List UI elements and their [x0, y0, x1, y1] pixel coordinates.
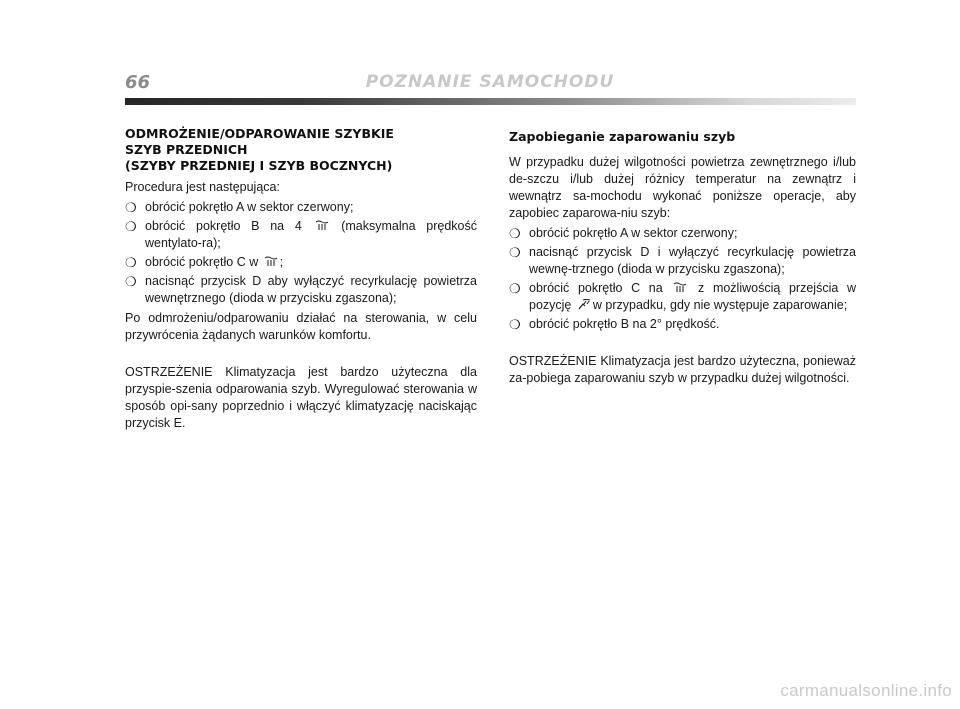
step-text: obrócić pokrętło A w sektor czerwony;: [529, 226, 738, 240]
step-text: obrócić pokrętło A w sektor czerwony;: [145, 200, 354, 214]
antifog-intro: W przypadku dużej wilgotności powietrza zewnętrznego i/lub de-szczu i/lub dużej różnicy temperatur na zewnątrz i wewnątrz sa-mochodu wykonać poniższe operacje, aby zapobiec zaparowa-niu szyb:: [509, 155, 856, 220]
defrost-steps: [125, 199, 477, 307]
bullet-icon: ❍: [125, 274, 137, 289]
section-title: POZNANIE SAMOCHODU: [365, 72, 615, 92]
warning-text: OSTRZEŻENIE Klimatyzacja jest bardzo użyteczna, ponieważ za-pobiega zaparowaniu szyb w przypadku dużej wilgotności.: [509, 354, 856, 385]
heading-line: ODMROŻENIE/ODPAROWANIE SZYBKIE: [125, 126, 394, 141]
left-column: [125, 126, 477, 435]
spacer: [509, 336, 856, 353]
list-item: [125, 218, 477, 252]
right-column: [509, 126, 856, 390]
list-item: [509, 316, 856, 333]
step-text: obrócić pokrętło C na: [529, 281, 663, 295]
procedure-intro: Procedura jest następująca:: [125, 180, 280, 194]
bullet-icon: ❍: [509, 245, 521, 260]
bullet-icon: ❍: [509, 226, 521, 241]
step-text-after: (maksymalna prędkość wentylato-ra);: [145, 219, 477, 250]
list-item: [509, 244, 856, 278]
step-text: nacisnąć przycisk D aby wyłączyć recyrkulację powietrza wewnętrznego (dioda w przycisku zgaszona);: [145, 274, 477, 305]
bullet-icon: ❍: [125, 255, 137, 270]
list-item: [509, 280, 856, 314]
defrost-fan-icon: [315, 220, 329, 231]
list-item: [125, 199, 477, 216]
windscreen-feet-icon: [577, 299, 591, 310]
heading-line: (SZYBY PRZEDNIEJ I SZYB BOCZNYCH): [125, 158, 393, 173]
bullet-icon: ❍: [509, 281, 521, 296]
defrost-heading: [125, 126, 477, 174]
step-text-mid: z możliwością przejścia w pozycję: [529, 281, 856, 312]
header-rule: [125, 98, 856, 105]
list-item: [509, 225, 856, 242]
step-text-after: w przypadku, gdy nie występuje zaparowanie;: [592, 298, 848, 312]
bullet-icon: ❍: [509, 317, 521, 332]
antifog-steps: [509, 225, 856, 333]
step-text: obrócić pokrętło B na 2° prędkość.: [529, 317, 720, 331]
bullet-icon: ❍: [125, 219, 137, 234]
windscreen-defrost-icon: [264, 256, 278, 267]
bullet-icon: ❍: [125, 200, 137, 215]
spacer: [125, 347, 477, 364]
antifog-heading: Zapobieganie zaparowaniu szyb: [509, 129, 736, 144]
list-item: [125, 273, 477, 307]
watermark: carmanualsonline.info: [780, 681, 952, 700]
step-text: obrócić pokrętło C w: [145, 255, 259, 269]
step-text: obrócić pokrętło B na 4: [145, 219, 302, 233]
after-defrost-text: Po odmrożeniu/odparowaniu działać na sterowania, w celu przywrócenia żądanych warunków komfortu.: [125, 311, 477, 342]
page-number: 66: [125, 72, 151, 93]
step-text: nacisnąć przycisk D i wyłączyć recyrkulację powietrza wewnę-trznego (dioda w przycisku zgaszona);: [529, 245, 856, 276]
step-text-after: ;: [279, 255, 284, 269]
warning-text: OSTRZEŻENIE Klimatyzacja jest bardzo użyteczna dla przyspie-szenia odparowania szyb. Wyregulować sterowania w sposób opi-sany poprzednio i włączyć klimatyzację naciskając przycisk E.: [125, 365, 477, 430]
list-item: [125, 254, 477, 271]
heading-line: SZYB PRZEDNICH: [125, 142, 248, 157]
windscreen-defrost-icon: [673, 282, 687, 293]
page-header: [125, 72, 855, 96]
